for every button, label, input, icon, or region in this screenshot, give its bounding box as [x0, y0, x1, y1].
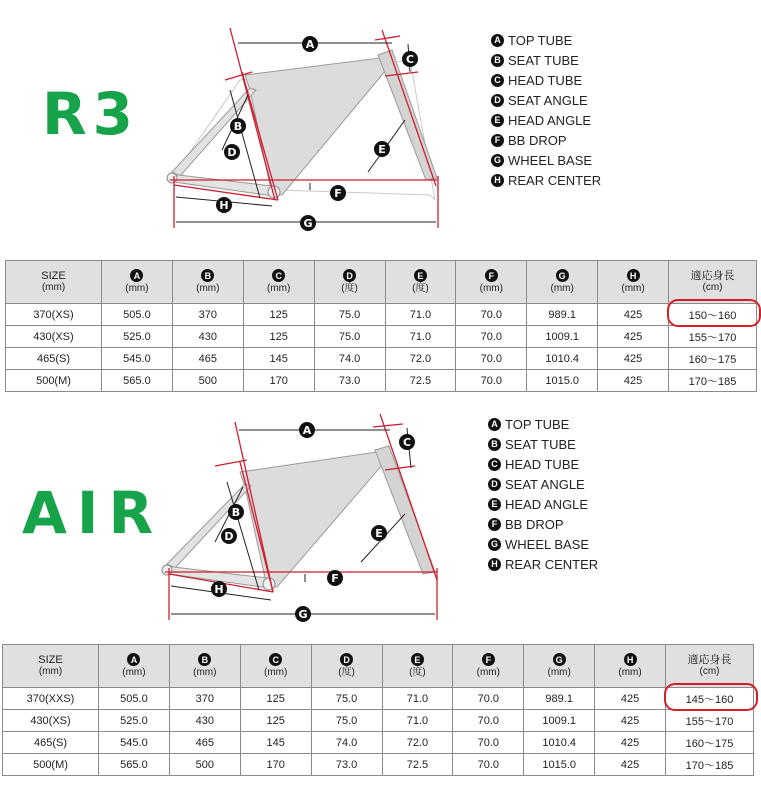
svg-text:E: E: [375, 527, 383, 540]
table-cell: 370: [172, 304, 243, 326]
table-cell: 125: [240, 710, 311, 732]
table-row: [3, 754, 754, 776]
table-cell: 1010.4: [527, 348, 598, 370]
table-cell: 72.0: [382, 732, 453, 754]
letter-a-icon: A: [491, 34, 504, 47]
svg-text:H: H: [214, 583, 224, 596]
legend-item-seat-angle: D SEAT ANGLE: [488, 474, 598, 494]
letter-d-icon: D: [488, 478, 501, 491]
table-cell: 370(XXS): [3, 688, 99, 710]
table-cell: 430(XS): [3, 710, 99, 732]
table-cell: 150〜160: [669, 304, 757, 326]
table-cell: 70.0: [453, 710, 524, 732]
table-cell: 430: [172, 326, 243, 348]
svg-text:C: C: [405, 53, 415, 66]
letter-b-icon: B: [491, 54, 504, 67]
header-size: SIZE (mm): [6, 261, 102, 304]
svg-text:F: F: [334, 187, 342, 200]
table-cell: 71.0: [385, 304, 456, 326]
letter-d-icon: D: [491, 94, 504, 107]
legend-item-rear-center: H REAR CENTER: [488, 554, 598, 574]
geometry-legend: [491, 30, 601, 190]
svg-text:C: C: [402, 436, 412, 449]
table-cell: 170: [240, 754, 311, 776]
svg-text:F: F: [331, 572, 339, 585]
model-section-air: [0, 394, 761, 788]
model-title: R3: [42, 80, 140, 148]
table-cell: 70.0: [453, 732, 524, 754]
legend-item-top-tube: A TOP TUBE: [488, 414, 598, 434]
model-title: AIR: [22, 479, 164, 547]
header-f: F (mm): [456, 261, 527, 304]
table-cell: 75.0: [314, 304, 385, 326]
table-cell: 1009.1: [527, 326, 598, 348]
legend-item-bb-drop: F BB DROP: [491, 130, 601, 150]
table-cell: 525.0: [99, 710, 170, 732]
table-cell: 74.0: [314, 348, 385, 370]
geometry-legend: [488, 414, 598, 574]
table-cell: 989.1: [524, 688, 595, 710]
legend-item-wheel-base: G WHEEL BASE: [491, 150, 601, 170]
table-cell: 70.0: [456, 326, 527, 348]
table-cell: 565.0: [102, 370, 173, 392]
letter-a-icon: A: [488, 418, 501, 431]
table-cell: 145: [243, 348, 314, 370]
table-cell: 125: [240, 688, 311, 710]
svg-text:D: D: [227, 146, 237, 159]
header-f: F (mm): [453, 645, 524, 688]
letter-b-icon: B: [488, 438, 501, 451]
table-row: [3, 710, 754, 732]
table-cell: 1015.0: [524, 754, 595, 776]
geometry-table: [5, 260, 757, 392]
header-a: A (mm): [102, 261, 173, 304]
table-cell: 505.0: [99, 688, 170, 710]
table-cell: 465(S): [6, 348, 102, 370]
table-cell: 565.0: [99, 754, 170, 776]
table-cell: 160〜175: [666, 732, 754, 754]
table-cell: 500(M): [6, 370, 102, 392]
header-a: A (mm): [99, 645, 170, 688]
svg-text:B: B: [233, 120, 243, 133]
header-g: G (mm): [524, 645, 595, 688]
table-cell: 71.0: [385, 326, 456, 348]
table-cell: 425: [595, 732, 666, 754]
table-cell: 425: [598, 326, 669, 348]
header-height: 適応身長 (cm): [669, 261, 757, 304]
table-cell: 72.5: [385, 370, 456, 392]
table-cell: 425: [595, 688, 666, 710]
header-height: 適応身長 (cm): [666, 645, 754, 688]
letter-h-icon: H: [488, 558, 501, 571]
letter-g-icon: G: [488, 538, 501, 551]
table-cell: 75.0: [314, 326, 385, 348]
table-cell: 170〜185: [666, 754, 754, 776]
table-cell: 75.0: [311, 688, 382, 710]
table-row: [3, 732, 754, 754]
table-cell: 72.5: [382, 754, 453, 776]
svg-text:A: A: [305, 38, 315, 51]
table-cell: 430(XS): [6, 326, 102, 348]
table-cell: 425: [598, 348, 669, 370]
header-e: E (度): [385, 261, 456, 304]
table-cell: 465: [169, 732, 240, 754]
table-cell: 370(XS): [6, 304, 102, 326]
table-cell: 155〜170: [669, 326, 757, 348]
letter-g-icon: G: [491, 154, 504, 167]
table-cell: 155〜170: [666, 710, 754, 732]
table-cell: 425: [595, 710, 666, 732]
table-cell: 170: [243, 370, 314, 392]
table-cell: 1009.1: [524, 710, 595, 732]
table-cell: 125: [243, 304, 314, 326]
table-cell: 70.0: [456, 304, 527, 326]
table-cell: 70.0: [456, 348, 527, 370]
legend-item-seat-tube: B SEAT TUBE: [491, 50, 601, 70]
table-cell: 500: [172, 370, 243, 392]
table-row: [6, 304, 757, 326]
table-cell: 430: [169, 710, 240, 732]
legend-item-seat-tube: B SEAT TUBE: [488, 434, 598, 454]
table-cell: 170〜185: [669, 370, 757, 392]
table-cell: 370: [169, 688, 240, 710]
header-size: SIZE (mm): [3, 645, 99, 688]
table-cell: 71.0: [382, 688, 453, 710]
header-d: D (度): [311, 645, 382, 688]
table-cell: 525.0: [102, 326, 173, 348]
header-b: B (mm): [169, 645, 240, 688]
table-cell: 465: [172, 348, 243, 370]
letter-h-icon: H: [491, 174, 504, 187]
svg-text:D: D: [224, 530, 234, 543]
table-cell: 160〜175: [669, 348, 757, 370]
letter-c-icon: C: [488, 458, 501, 471]
letter-f-icon: F: [488, 518, 501, 531]
legend-item-head-tube: C HEAD TUBE: [491, 70, 601, 90]
letter-e-icon: E: [491, 114, 504, 127]
svg-text:G: G: [298, 608, 308, 621]
header-d: D (度): [314, 261, 385, 304]
letter-c-icon: C: [491, 74, 504, 87]
header-g: G (mm): [527, 261, 598, 304]
table-row: [6, 370, 757, 392]
table-cell: 1010.4: [524, 732, 595, 754]
legend-item-bb-drop: F BB DROP: [488, 514, 598, 534]
header-h: H (mm): [595, 645, 666, 688]
legend-item-rear-center: H REAR CENTER: [491, 170, 601, 190]
table-body: [6, 304, 757, 392]
table-cell: 70.0: [456, 370, 527, 392]
table-header-row: [6, 261, 757, 304]
letter-f-icon: F: [491, 134, 504, 147]
highlight-ring: [667, 299, 761, 327]
table-header-row: [3, 645, 754, 688]
svg-text:H: H: [219, 199, 229, 212]
table-cell: 145〜160: [666, 688, 754, 710]
header-c: C (mm): [243, 261, 314, 304]
table-row: [3, 688, 754, 710]
table-row: [6, 348, 757, 370]
table-cell: 505.0: [102, 304, 173, 326]
table-cell: 1015.0: [527, 370, 598, 392]
legend-item-seat-angle: D SEAT ANGLE: [491, 90, 601, 110]
highlight-ring: [664, 683, 758, 711]
table-cell: 145: [240, 732, 311, 754]
table-cell: 545.0: [99, 732, 170, 754]
bike-frame-illustration: [162, 446, 435, 590]
table-cell: 70.0: [453, 754, 524, 776]
header-c: C (mm): [240, 645, 311, 688]
table-cell: 75.0: [311, 710, 382, 732]
legend-item-top-tube: A TOP TUBE: [491, 30, 601, 50]
svg-text:A: A: [302, 424, 312, 437]
table-body: [3, 688, 754, 776]
table-cell: 73.0: [314, 370, 385, 392]
table-cell: 465(S): [3, 732, 99, 754]
table-cell: 425: [598, 304, 669, 326]
table-row: [6, 326, 757, 348]
legend-item-head-angle: E HEAD ANGLE: [488, 494, 598, 514]
table-cell: 125: [243, 326, 314, 348]
legend-item-head-angle: E HEAD ANGLE: [491, 110, 601, 130]
header-h: H (mm): [598, 261, 669, 304]
table-cell: 425: [598, 370, 669, 392]
header-e: E (度): [382, 645, 453, 688]
table-cell: 500(M): [3, 754, 99, 776]
table-cell: 73.0: [311, 754, 382, 776]
header-b: B (mm): [172, 261, 243, 304]
legend-item-wheel-base: G WHEEL BASE: [488, 534, 598, 554]
legend-item-head-tube: C HEAD TUBE: [488, 454, 598, 474]
table-cell: 500: [169, 754, 240, 776]
table-cell: 74.0: [311, 732, 382, 754]
table-cell: 71.0: [382, 710, 453, 732]
svg-text:E: E: [378, 143, 386, 156]
table-cell: 72.0: [385, 348, 456, 370]
letter-e-icon: E: [488, 498, 501, 511]
svg-text:G: G: [303, 217, 313, 230]
svg-text:B: B: [231, 506, 241, 519]
table-cell: 545.0: [102, 348, 173, 370]
table-cell: 425: [595, 754, 666, 776]
table-cell: 989.1: [527, 304, 598, 326]
geometry-table: [2, 644, 754, 776]
table-cell: 70.0: [453, 688, 524, 710]
